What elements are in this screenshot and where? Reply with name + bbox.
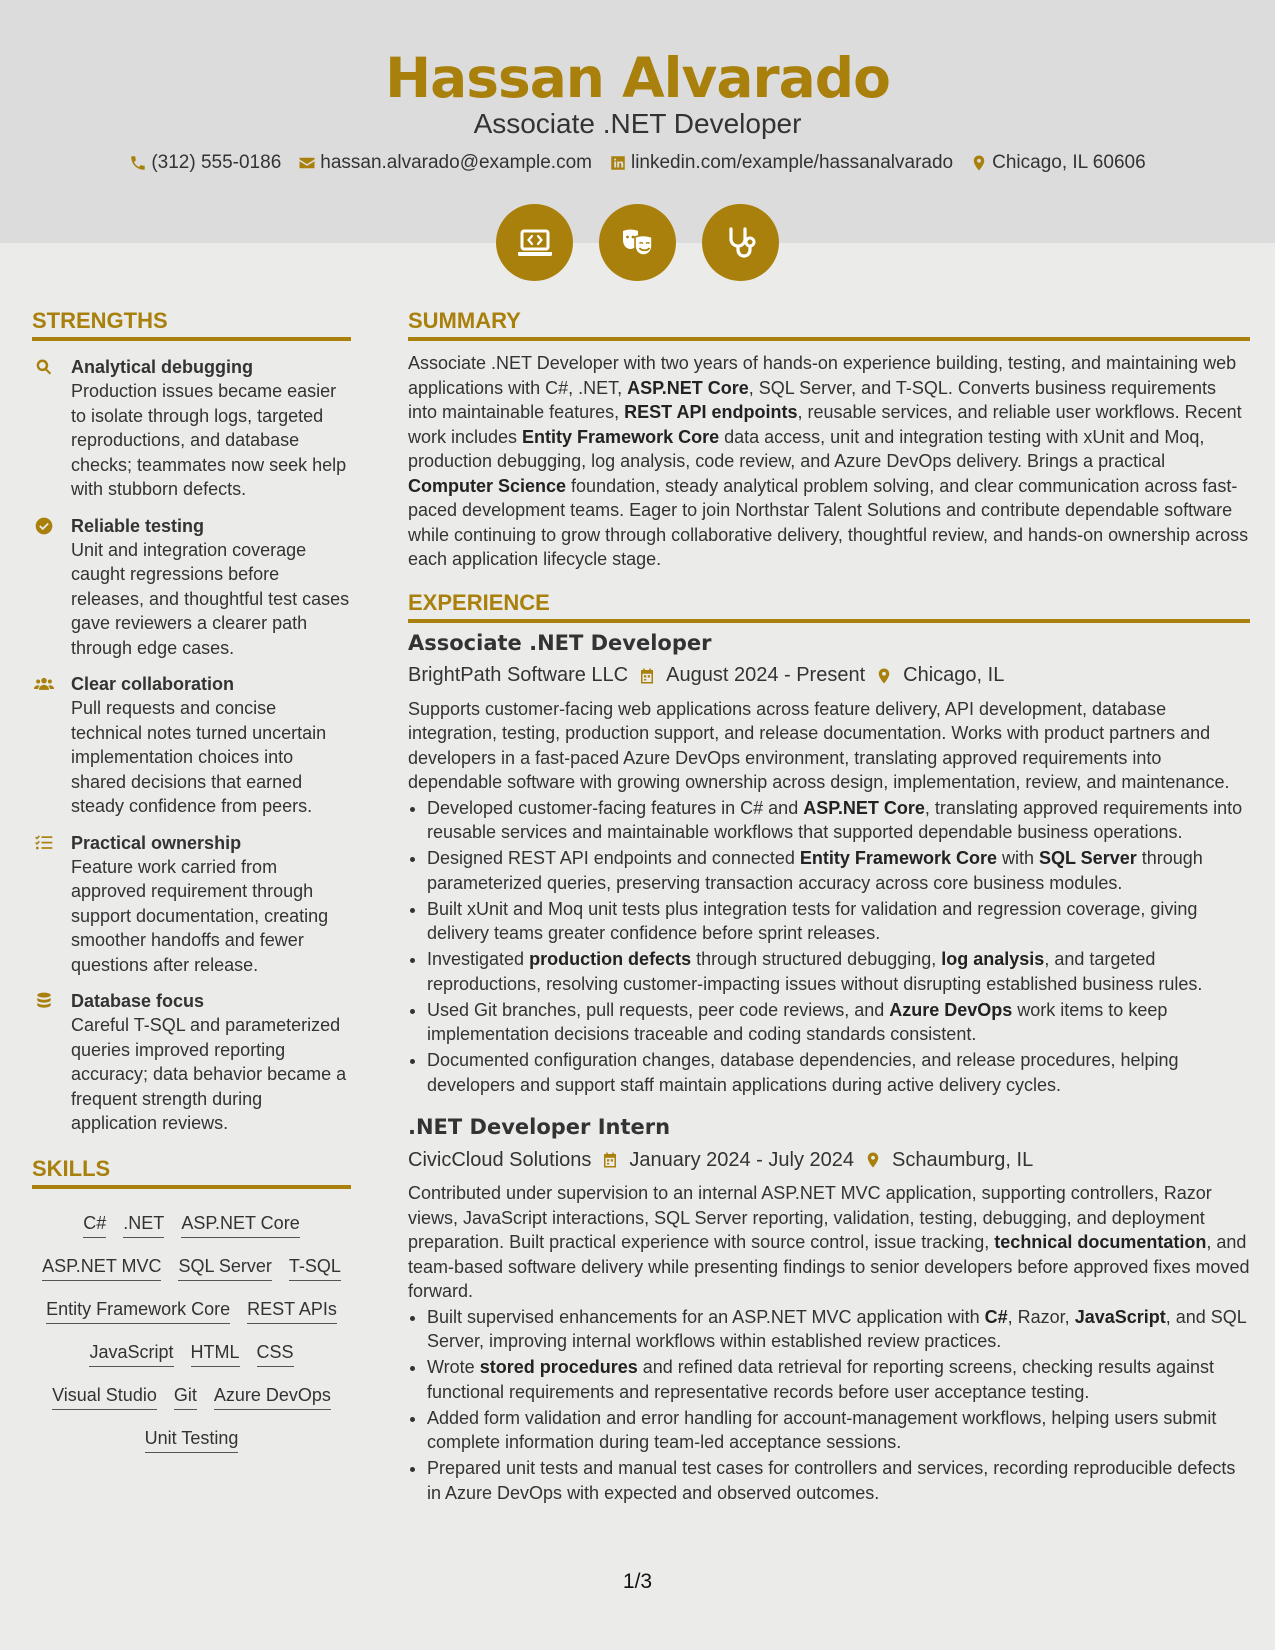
database-icon xyxy=(34,991,54,1011)
calendar-icon xyxy=(638,666,656,686)
interest-icons xyxy=(0,204,1275,281)
experience-heading: EXPERIENCE xyxy=(408,590,1250,623)
strength-item xyxy=(32,989,351,1136)
laptop-code-icon xyxy=(515,223,555,263)
job-company: CivicCloud Solutions xyxy=(408,1148,592,1171)
map-pin-icon xyxy=(875,666,893,686)
list-check-icon xyxy=(34,833,54,853)
laptop-code-badge xyxy=(496,204,573,281)
strength-desc: Production issues became easier to isolate through logs, targeted reproductions, and database checks; teammates now seek help with stubborn defects. xyxy=(71,381,347,499)
right-column xyxy=(408,308,1250,1507)
summary-text: Associate .NET Developer with two years of hands-on experience building, testing, and maintaining web applications with C#, .NET, ASP.NET Core, SQL Server, and T-SQL. Converts business requirements into maintainable features, REST API endpoints, reusable services, and reliable user workflows. Recent work includes Entity Framework Core data access, unit and integration testing with xUnit and Moq, production debugging, log analysis, code review, and Azure DevOps delivery. Brings a practical Computer Science foundation, steady analytical problem solving, and clear communication across fast-paced development teams. Eager to join Northstar Talent Solutions and contribute dependable software while continuing to grow through collaborative delivery, thoughtful review, and hands-on ownership across each application lifecycle stage. xyxy=(408,353,1249,569)
job-bullet: • Used Git branches, pull requests, peer code reviews, and Azure DevOps work items to keep implementation decisions traceable and coding standards consistent. xyxy=(427,998,1250,1047)
skill-tag: Unit Testing xyxy=(145,1426,239,1453)
skills-list xyxy=(32,1195,351,1453)
strength-desc: Feature work carried from approved requirement through support documentation, creating smoother handoffs and fewer questions after release. xyxy=(71,856,329,975)
check-circle-icon xyxy=(34,516,54,536)
job-location: Chicago, IL xyxy=(903,664,1005,686)
strength-item xyxy=(32,355,351,502)
skill-tag: HTML xyxy=(191,1340,240,1367)
contact-bar xyxy=(0,152,1275,174)
phone-text: (312) 555-0186 xyxy=(151,152,282,173)
page-number: 1/3 xyxy=(622,1570,653,1593)
linkedin-text: linkedin.com/example/hassanalvarado xyxy=(630,152,954,173)
job-company: BrightPath Software LLC xyxy=(408,664,629,686)
strength-item xyxy=(32,514,351,661)
stethoscope-icon xyxy=(721,223,761,263)
strengths-heading: STRENGTHS xyxy=(32,308,351,341)
calendar-icon xyxy=(601,1150,619,1170)
skill-tag: C# xyxy=(83,1211,106,1238)
skill-tag: ASP.NET MVC xyxy=(42,1254,161,1281)
left-column xyxy=(32,308,351,1453)
theater-masks-icon xyxy=(618,223,658,263)
skill-tag: T-SQL xyxy=(289,1254,341,1281)
search-icon xyxy=(34,357,54,377)
job-role: Associate .NET Developer xyxy=(408,630,712,655)
job-bullet: • Designed REST API endpoints and connected Entity Framework Core with SQL Server through parameterized queries, preserving transaction accuracy across core business modules. xyxy=(427,846,1250,895)
phone-icon xyxy=(129,154,147,172)
job-bullets xyxy=(427,796,1250,1098)
skill-tag: REST APIs xyxy=(247,1297,337,1324)
job-meta xyxy=(408,661,1250,691)
stethoscope-badge xyxy=(702,204,779,281)
email-text: hassan.alvarado@example.com xyxy=(320,152,592,173)
skill-tag: CSS xyxy=(257,1340,294,1367)
job-bullet: • Developed customer-facing features in C# and ASP.NET Core, translating approved requirements into reusable services and maintainable workflows that supported dependable business operations. xyxy=(427,796,1250,845)
map-pin-icon xyxy=(864,1150,882,1170)
job-bullet: • Built supervised enhancements for an ASP.NET MVC application with C#, Razor, JavaScript, and SQL Server, improving internal workflows within established review practices. xyxy=(427,1305,1250,1354)
skills-heading: SKILLS xyxy=(32,1156,351,1189)
job-entry xyxy=(408,631,1250,1098)
strength-name: Clear collaboration xyxy=(71,674,235,694)
job-bullet: • Prepared unit tests and manual test cases for controllers and services, recording reproducible defects in Azure DevOps with expected and observed outcomes. xyxy=(427,1456,1250,1505)
job-entry xyxy=(408,1115,1250,1505)
job-meta xyxy=(408,1145,1250,1175)
strength-name: Practical ownership xyxy=(71,832,242,853)
job-dates: August 2024 - Present xyxy=(666,664,866,686)
location-text: Chicago, IL 60606 xyxy=(992,152,1146,173)
contact-linkedin[interactable] xyxy=(609,152,953,174)
strength-item xyxy=(32,672,351,819)
map-pin-icon xyxy=(970,154,988,172)
job-location: Schaumburg, IL xyxy=(892,1148,1034,1171)
strength-desc: Pull requests and concise technical notes turned uncertain implementation choices into shared decisions that earned steady confidence from peers. xyxy=(71,698,327,816)
candidate-name: Hassan Alvarado xyxy=(385,46,890,110)
contact-phone[interactable] xyxy=(129,152,281,174)
skill-tag: Entity Framework Core xyxy=(46,1297,230,1324)
skill-tag: Azure DevOps xyxy=(214,1383,331,1410)
summary-heading: SUMMARY xyxy=(408,308,1250,341)
theater-masks-badge xyxy=(599,204,676,281)
contact-location xyxy=(970,152,1146,174)
job-description: Contributed under supervision to an internal ASP.NET MVC application, supporting controllers, Razor views, JavaScript interactions, SQL Server reporting, validation, testing, debugging, and deployment preparation. Built practical experience with source control, issue tracking, technical documentation, and team-based software delivery while presenting findings to senior developers before approved fixes moved forward. xyxy=(408,1183,1250,1301)
job-bullet: • Added form validation and error handling for account-management workflows, helping users submit complete information during team-led acceptance sessions. xyxy=(427,1406,1250,1455)
strength-name: Database focus xyxy=(71,991,205,1011)
contact-email[interactable] xyxy=(298,152,592,174)
job-role: .NET Developer Intern xyxy=(408,1115,671,1139)
job-bullet: • Investigated production defects through structured debugging, log analysis, and targeted reproductions, resolving customer-impacting issues without disrupting established business rules. xyxy=(427,947,1250,996)
job-dates: January 2024 - July 2024 xyxy=(629,1148,855,1171)
strength-name: Analytical debugging xyxy=(71,357,254,377)
job-bullets xyxy=(427,1305,1250,1506)
skill-tag: ASP.NET Core xyxy=(181,1211,299,1238)
skill-tag: SQL Server xyxy=(178,1254,271,1281)
skill-tag: .NET xyxy=(123,1211,164,1238)
strength-desc: Careful T-SQL and parameterized queries improved reporting accuracy; data behavior became a frequent strength during application reviews. xyxy=(71,1015,347,1133)
users-icon xyxy=(34,674,54,694)
strength-name: Reliable testing xyxy=(71,515,205,536)
linkedin-icon xyxy=(609,154,627,172)
job-bullet: • Wrote stored procedures and refined data retrieval for reporting screens, checking results against functional requirements and representative records before user acceptance testing. xyxy=(427,1355,1250,1404)
strengths-list xyxy=(32,355,351,1136)
job-bullet: • Built xUnit and Moq unit tests plus integration tests for validation and regression coverage, giving delivery teams greater confidence before sprint releases. xyxy=(427,897,1250,946)
strength-desc: Unit and integration coverage caught regressions before releases, and thoughtful test cases gave reviewers a clearer path through edge cases. xyxy=(71,539,350,658)
job-description: Supports customer-facing web applications across feature delivery, API development, database integration, testing, production support, and release documentation. Works with product partners and developers in a fast-paced Azure DevOps environment, translating approved requirements into dependable software with growing ownership across design, implementation, review, and maintenance. xyxy=(408,698,1230,792)
envelope-icon xyxy=(298,154,316,172)
job-bullet: • Documented configuration changes, database dependencies, and release procedures, helping developers and support staff maintain applications during active delivery cycles. xyxy=(427,1048,1250,1097)
skill-tag: Visual Studio xyxy=(52,1383,157,1410)
skill-tag: JavaScript xyxy=(89,1340,173,1367)
skill-tag: Git xyxy=(174,1383,197,1410)
strength-item xyxy=(32,831,351,978)
candidate-title: Associate .NET Developer xyxy=(473,108,802,139)
